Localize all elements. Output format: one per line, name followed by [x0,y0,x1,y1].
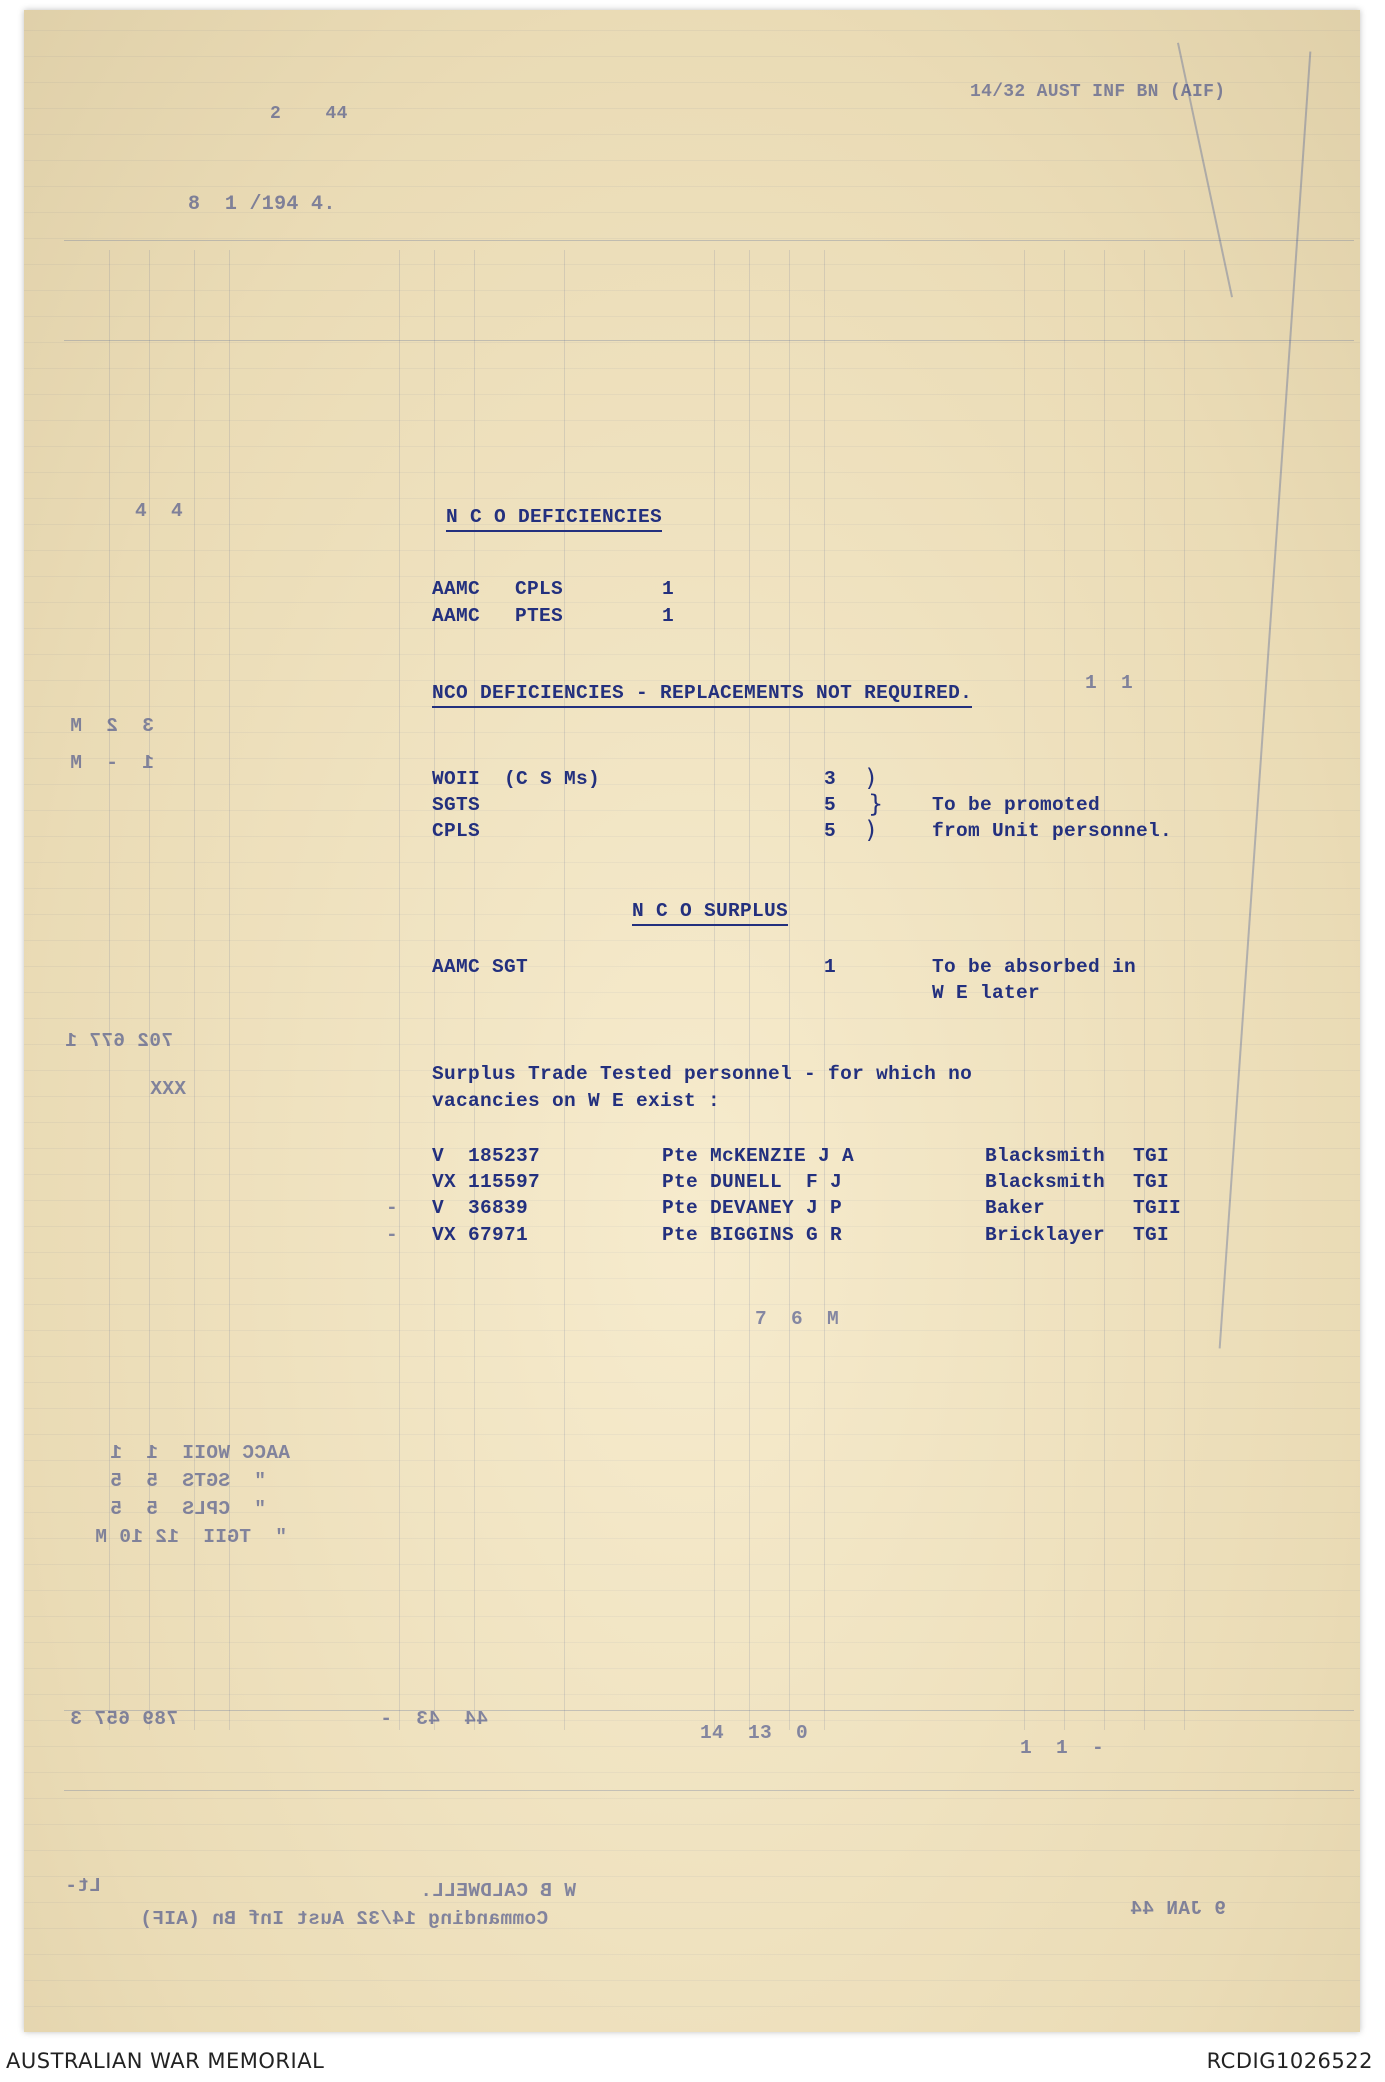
surplus-note: To be absorbed in [932,956,1137,978]
archive-credit: AUSTRALIAN WAR MEMORIAL [6,2049,325,2073]
personnel-mark: - [386,1197,399,1219]
deficiency-rank: CPLS [515,578,564,600]
personnel-number: V 185237 [432,1145,541,1167]
replacement-rank: SGTS [432,794,481,816]
personnel-name: Pte DUNELL F J [662,1171,843,1193]
serial-reference: 2 44 [270,104,348,124]
form-column-rule [1144,250,1145,1730]
form-rule [64,340,1354,341]
personnel-grade: TGI [1133,1145,1170,1167]
nco-deficiencies-heading: N C O DEFICIENCIES [446,506,662,532]
form-column-rule [824,250,825,1730]
bleed-ranks-line4: " TGII 12 10 M [95,1526,288,1548]
paper-crease [1177,43,1233,298]
form-rule [64,1710,1354,1711]
bleed-left-mid1: 3 2 M [70,715,155,737]
form-column-rule [714,250,715,1730]
replacement-count: 5 [824,794,837,816]
personnel-name: Pte BIGGINS G R [662,1224,843,1246]
form-column-rule [474,250,475,1730]
bleed-totals-center: 14 13 0 [700,1722,809,1744]
personnel-grade: TGII [1133,1197,1182,1219]
bleed-totals-right: 1 1 - [1020,1737,1105,1759]
signature-name: W B CALDWELL. [420,1880,577,1902]
personnel-number: V 36839 [432,1197,529,1219]
deficiency-count: 1 [662,578,675,600]
brace-mark: ) [866,816,876,844]
personnel-number: VX 115597 [432,1171,541,1193]
bleed-center-76: 7 6 M [755,1308,840,1330]
personnel-mark: - [386,1224,399,1246]
form-column-rule [399,250,400,1730]
deficiency-corps: AAMC [432,578,481,600]
personnel-name: Pte DEVANEY J P [662,1197,843,1219]
personnel-number: VX 67971 [432,1224,529,1246]
surplus-count: 1 [824,956,837,978]
personnel-grade: TGI [1133,1171,1170,1193]
bleed-ranks-line1: AACC WOII 1 1 [110,1442,291,1464]
deficiency-corps: AAMC [432,605,481,627]
bleed-ranks-line2: " SGTS 5 5 [110,1470,267,1492]
personnel-grade: TGI [1133,1224,1170,1246]
form-rule [64,240,1354,241]
trade-intro: vacancies on W E exist : [432,1090,721,1112]
nco-surplus-heading: N C O SURPLUS [632,900,788,926]
replacement-count: 3 [824,768,837,790]
replacement-count: 5 [824,820,837,842]
surplus-rank: AAMC SGT [432,956,529,978]
form-rule [64,1790,1354,1791]
deficiency-count: 1 [662,605,675,627]
document-sheet [24,10,1360,2032]
bleed-ranks-line3: " CPLS 5 5 [110,1498,267,1520]
brace-mark: ) [866,764,876,792]
form-column-rule [564,250,565,1730]
form-column-rule [1104,250,1105,1730]
form-column-rule [434,250,435,1730]
signature-title: Commanding 14/32 Aust Inf Bn (AIF) [140,1908,549,1930]
bleed-totals-bottom: 789 657 3 [70,1708,179,1730]
replacement-note: To be promoted [932,794,1101,816]
paper-crease [1219,52,1312,1349]
replacements-not-required-heading: NCO DEFICIENCIES - REPLACEMENTS NOT REQUIRED. [432,682,972,708]
bleed-left-mid2: 1 - M [70,752,155,774]
personnel-trade: Baker [985,1197,1046,1219]
bleed-right-mid: 1 1 [1085,672,1134,694]
personnel-name: Pte McKENZIE J A [662,1145,855,1167]
personnel-trade: Bricklayer [985,1224,1106,1246]
form-column-rule [789,250,790,1730]
signature-left-mark: Lt- [65,1875,102,1897]
bleed-left-xx: XXX [150,1078,187,1100]
replacement-note: from Unit personnel. [932,820,1173,842]
signature-date: 9 JAN 44 [1130,1898,1227,1920]
personnel-trade: Blacksmith [985,1145,1106,1167]
form-column-rule [1184,250,1185,1730]
form-column-rule [1064,250,1065,1730]
form-column-rule [749,250,750,1730]
bleed-totals-mid: 44 43 - [380,1708,489,1730]
personnel-trade: Blacksmith [985,1171,1106,1193]
surplus-note: W E later [932,982,1041,1004]
return-date: 8 1 /194 4. [188,193,336,216]
replacement-rank: CPLS [432,820,481,842]
trade-intro: Surplus Trade Tested personnel - for which no [432,1063,973,1085]
brace-mark: } [868,790,884,818]
unit-header: 14/32 AUST INF BN (AIF) [970,82,1226,102]
bleed-left-total: 702 677 1 [65,1030,174,1052]
deficiency-rank: PTES [515,605,564,627]
bleed-left-top: 4 4 [135,500,184,522]
replacement-rank: WOII (C S Ms) [432,768,601,790]
archive-id: RCDIG1026522 [1206,2049,1373,2073]
